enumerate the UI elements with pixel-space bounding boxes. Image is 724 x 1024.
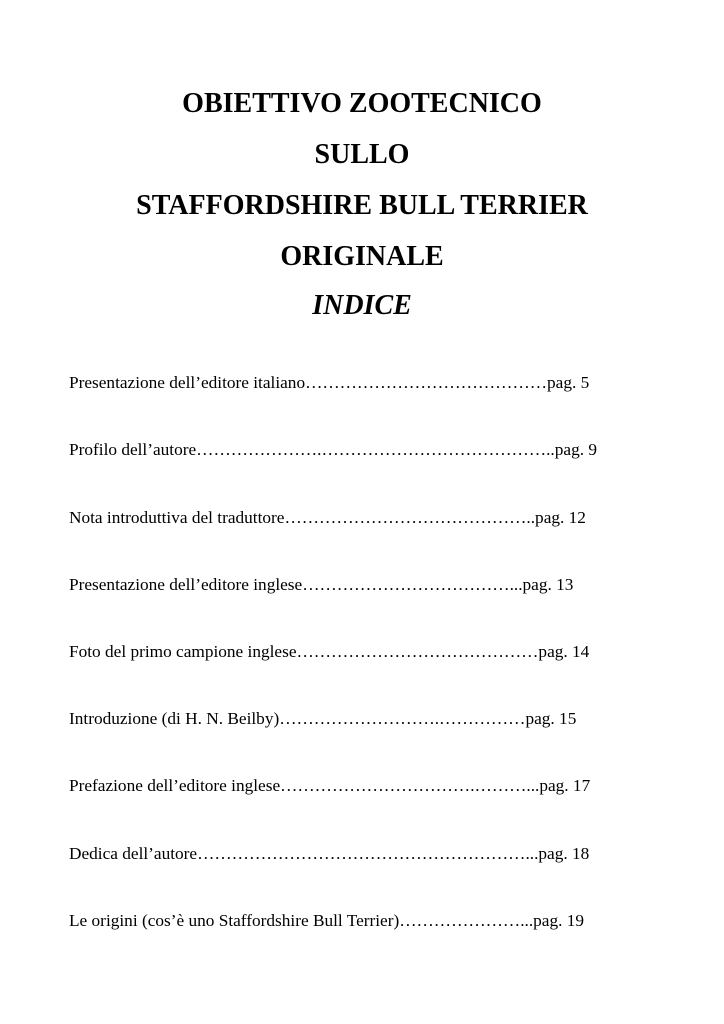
title-line-3: STAFFORDSHIRE BULL TERRIER (136, 190, 588, 221)
index-heading: INDICE (312, 290, 412, 321)
toc-entry: Prefazione dell’editore inglese…………………………….………...pag. 17 (69, 776, 591, 795)
toc-entry: Profilo dell’autore………………….…………………………………..pag. 9 (69, 440, 597, 459)
toc-entry: Introduzione (di H. N. Beilby)……………………….……………pag. 15 (69, 709, 577, 728)
title-line-4: ORIGINALE (280, 241, 444, 272)
toc-entry: Dedica dell’autore…………………………………………………...pag. 18 (69, 844, 590, 863)
toc-entry: Presentazione dell’editore inglese………………………………...pag. 13 (69, 575, 574, 594)
title-line-2: SULLO (314, 139, 410, 170)
toc-entry: Foto del primo campione inglese……………………………………pag. 14 (69, 642, 590, 661)
toc-entry: Le origini (cos’è uno Staffordshire Bull Terrier)…………………...pag. 19 (69, 911, 585, 930)
title-line-1: OBIETTIVO ZOOTECNICO (182, 88, 542, 119)
toc-entry: Presentazione dell’editore italiano……………………………………pag. 5 (69, 373, 590, 392)
toc-entry: Nota introduttiva del traduttore……………………………………..pag. 12 (69, 508, 586, 527)
